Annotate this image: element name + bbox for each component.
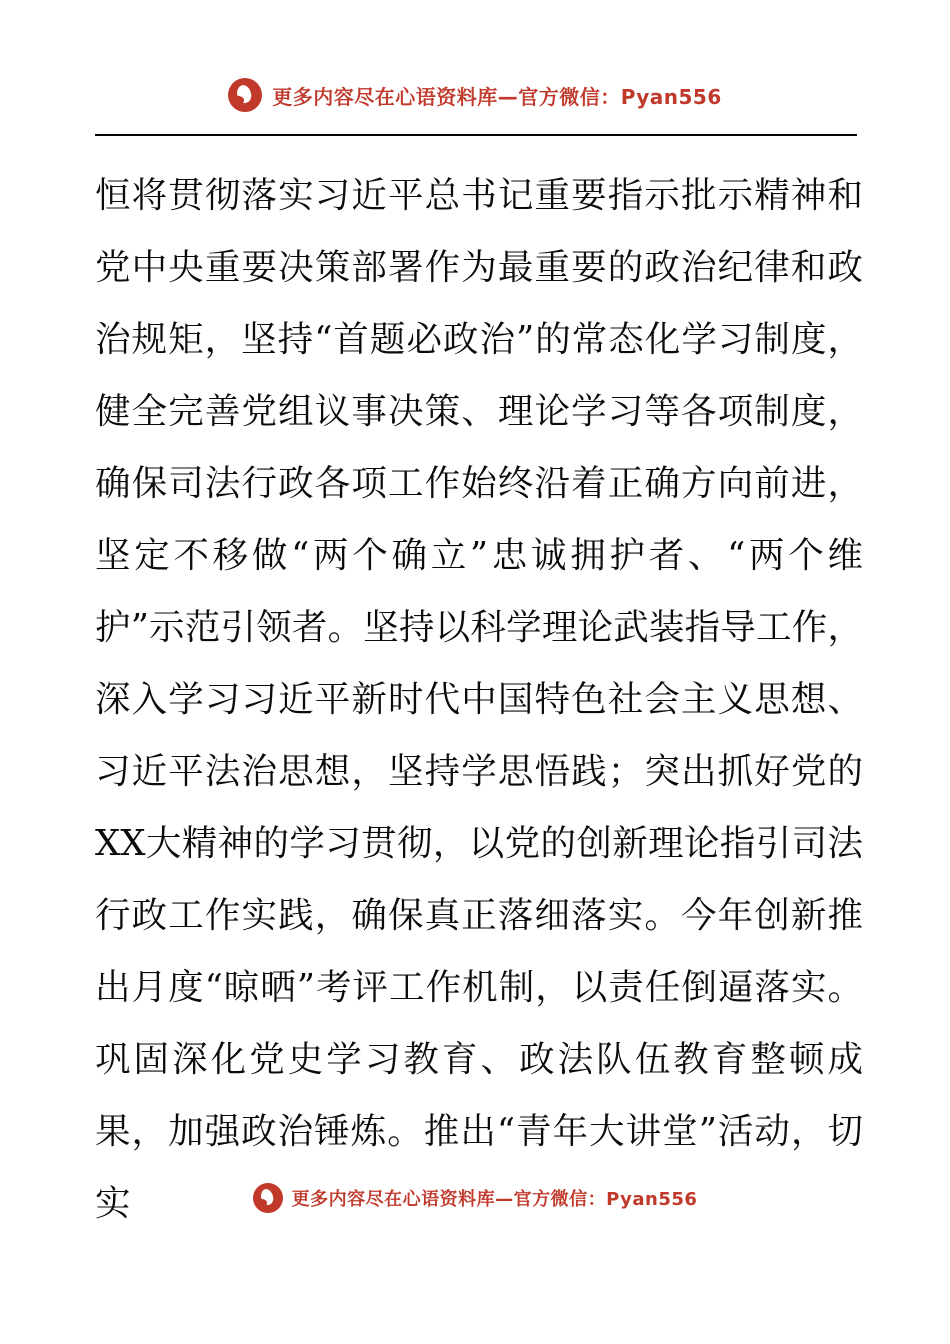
seal-badge-icon bbox=[228, 78, 262, 112]
seal-badge-icon bbox=[253, 1183, 283, 1213]
footer-watermark bbox=[0, 1183, 950, 1213]
header-watermark-text: 更多内容尽在心语资料库—官方微信：Pyan556 bbox=[272, 84, 722, 109]
header-watermark bbox=[0, 78, 950, 112]
header-divider bbox=[95, 134, 857, 136]
footer-watermark-text: 更多内容尽在心语资料库—官方微信：Pyan556 bbox=[291, 1189, 698, 1210]
document-body-paragraph: 恒将贯彻落实习近平总书记重要指示批示精神和党中央重要决策部署作为最重要的政治纪律和政治规矩，坚持“首题必政治”的常态化学习制度，健全完善党组议事决策、理论学习等各项制度，确保司法行政各项工作始终沿着正确方向前进，坚定不移做“两个确立”忠诚拥护者、“两个维护”示范引领者。坚持以科学理论武装指导工作，深入学习习近平新时代中国特色社会主义思想、习近平法治思想，坚持学思悟践；突出抓好党的XX大精神的学习贯彻，以党的创新理论指引司法行政工作实践，确保真正落细落实。今年创新推出月度“晾晒”考评工作机制，以责任倒逼落实。巩固深化党史学习教育、政法队伍教育整顿成果，加强政治锤炼。推出“青年大讲堂”活动，切实 bbox=[95, 175, 863, 1224]
